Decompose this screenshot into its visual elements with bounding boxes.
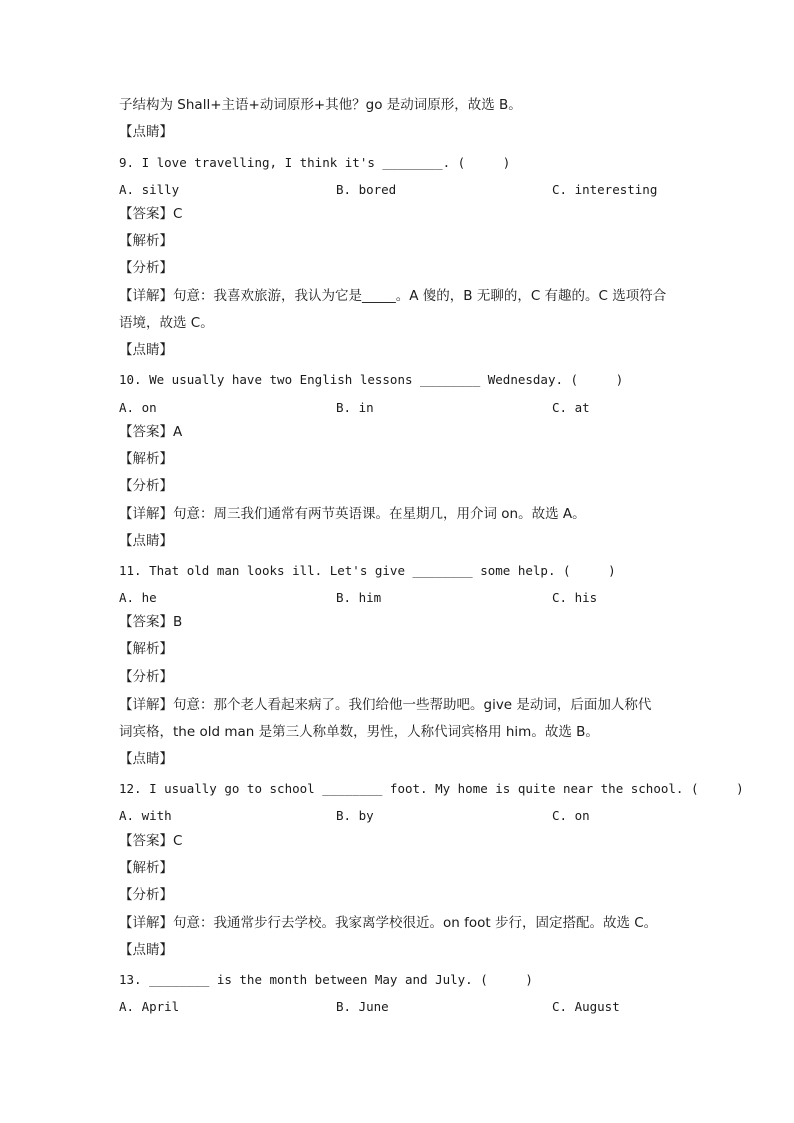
detail-text: 【详解】句意：周三我们通常有两节英语课。在星期几，用介词 on。故选 A。	[119, 506, 586, 522]
question-stem: 11. That old man looks ill. Let's give ________ some help. ( )	[119, 563, 616, 578]
dianjing-label: 【点睛】	[119, 533, 173, 549]
dianjing-label: 【点睛】	[119, 124, 173, 140]
answer-label: 【答案】C	[119, 833, 183, 849]
options-row	[119, 181, 719, 199]
fenxi-label: 【分析】	[119, 887, 173, 903]
jiexi-label: 【解析】	[119, 641, 173, 657]
fenxi-label: 【分析】	[119, 669, 173, 685]
option-a: A. with	[119, 808, 172, 823]
jiexi-label: 【解析】	[119, 860, 173, 876]
option-c: C. on	[552, 808, 590, 823]
option-c: C. his	[552, 590, 598, 605]
detail-text: 【详解】句意：我通常步行去学校。我家离学校很近。on foot 步行，固定搭配。故选 C。	[119, 915, 658, 931]
dianjing-label: 【点睛】	[119, 342, 173, 358]
jiexi-label: 【解析】	[119, 451, 173, 467]
question-stem: 9. I love travelling, I think it's ________. ( )	[119, 155, 511, 170]
option-b: B. June	[336, 999, 389, 1014]
option-b: B. bored	[336, 182, 397, 197]
option-c: C. August	[552, 999, 620, 1014]
dianjing-label: 【点睛】	[119, 751, 173, 767]
question-stem: 13. ________ is the month between May and July. ( )	[119, 972, 533, 987]
answer-label: 【答案】B	[119, 614, 183, 630]
answer-label: 【答案】A	[119, 424, 183, 440]
options-row	[119, 399, 719, 417]
options-row	[119, 998, 719, 1016]
fenxi-label: 【分析】	[119, 478, 173, 494]
option-a: A. he	[119, 590, 157, 605]
option-b: B. by	[336, 808, 374, 823]
answer-label: 【答案】C	[119, 206, 183, 222]
option-a: A. April	[119, 999, 180, 1014]
option-b: B. in	[336, 400, 374, 415]
options-row	[119, 589, 719, 607]
detail-text: 词宾格，the old man 是第三人称单数，男性，人称代词宾格用 him。故选 B。	[119, 724, 599, 740]
option-a: A. silly	[119, 182, 180, 197]
detail-text: 语境，故选 C。	[119, 315, 214, 331]
detail-text: 【详解】句意：那个老人看起来病了。我们给他一些帮助吧。give 是动词，后面加人称代	[119, 697, 652, 713]
option-a: A. on	[119, 400, 157, 415]
question-stem: 10. We usually have two English lessons ________ Wednesday. ( )	[119, 372, 624, 387]
fenxi-label: 【分析】	[119, 260, 173, 276]
option-b: B. him	[336, 590, 382, 605]
option-c: C. at	[552, 400, 590, 415]
jiexi-label: 【解析】	[119, 233, 173, 249]
options-row	[119, 807, 719, 825]
question-stem: 12. I usually go to school ________ foot. My home is quite near the school. ( )	[119, 781, 744, 796]
dianjing-label: 【点睛】	[119, 942, 173, 958]
option-c: C. interesting	[552, 182, 658, 197]
detail-text: 【详解】句意：我喜欢旅游，我认为它是_____。A 傻的，B 无聊的，C 有趣的。C 选项符合	[119, 288, 667, 304]
intro-text: 子结构为 Shall+主语+动词原形+其他？go 是动词原形，故选 B。	[119, 97, 522, 113]
